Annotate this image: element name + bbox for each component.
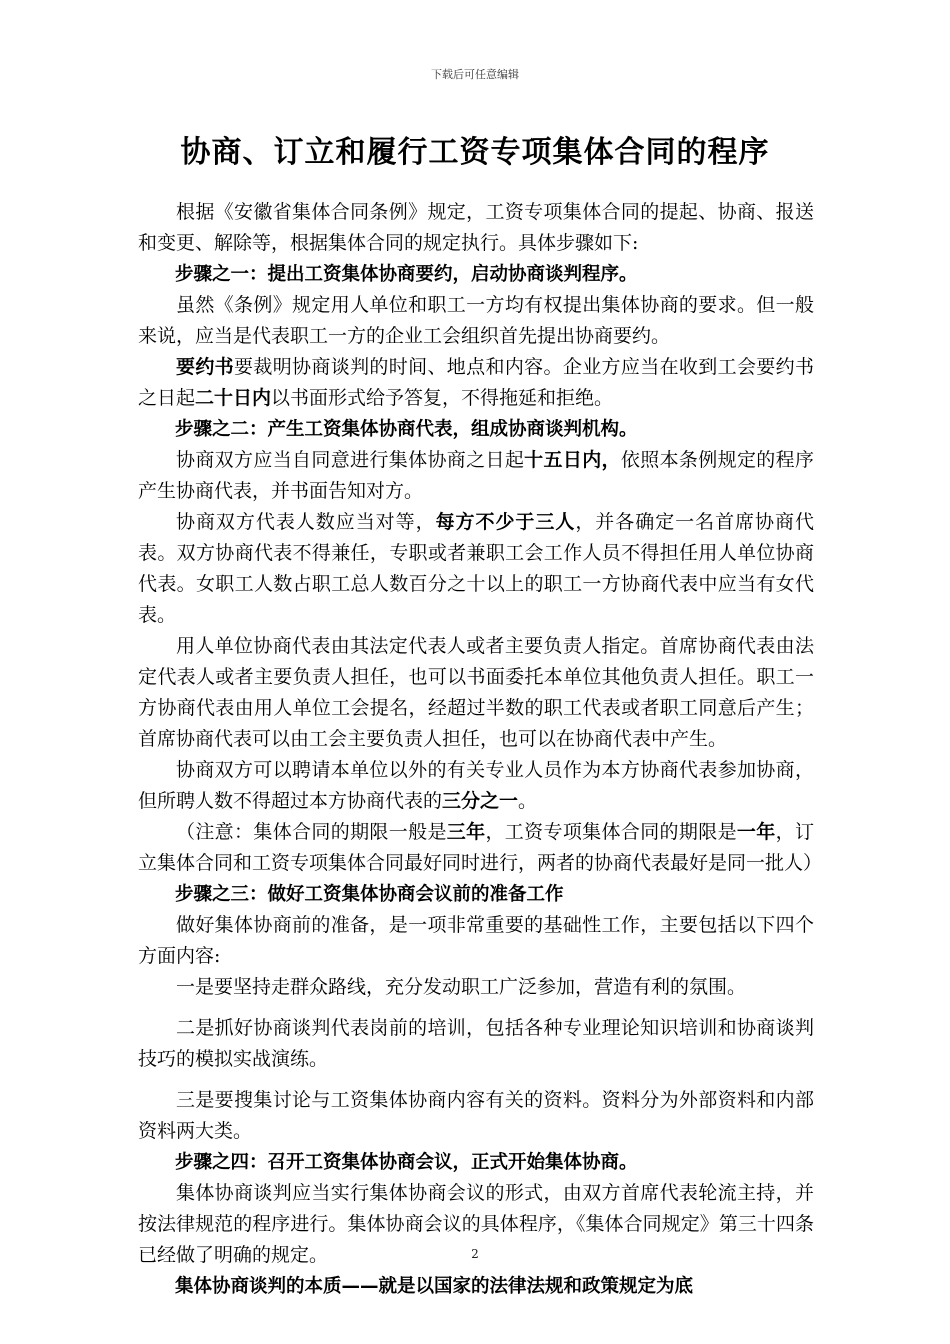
text: 协商双方应当自同意进行集体协商之日起	[176, 449, 525, 471]
text: ，订立集体合同和工资专项集体合同最好同时进行，两者的协商代表最好是同一批人）	[138, 821, 823, 874]
document-body	[138, 197, 823, 1302]
text: ，工资专项集体合同的期限是	[485, 821, 737, 843]
paragraph-2: 虽然《条例》规定用人单位和职工一方均有权提出集体协商的要求。但一般来说，应当是代表职工一方的企业工会组织首先提出协商要约。	[138, 294, 814, 347]
paragraph-3	[138, 352, 814, 414]
step-1-heading: 步骤之一：提出工资集体协商要约，启动协商谈判程序。	[175, 264, 638, 285]
paragraph-note	[138, 817, 823, 879]
paragraph-10: 一是要坚持走群众路线，充分发动职工广泛参加，营造有利的氛围。	[176, 976, 747, 998]
text: 以书面形式给予答复，不得拖延和拒绝。	[271, 387, 614, 409]
bold-text: 要约书	[176, 356, 235, 378]
step-4-heading: 步骤之四：召开工资集体协商会议，正式开始集体协商。	[175, 1152, 638, 1173]
bold-text: 三分之一	[442, 790, 519, 812]
text: 。	[518, 790, 538, 812]
bold-text: 二十日内	[195, 387, 272, 409]
step-3-heading: 步骤之三：做好工资集体协商会议前的准备工作	[175, 884, 564, 905]
text: ，并各确定一名首席协商代表。双方协商代表不得兼任，专职或者兼职工会工作人员不得担任用人单位协商代表。女职工人数占职工总人数百分之十以上的职工一方协商代表中应当有女代表。	[138, 511, 814, 626]
paragraph-intro: 根据《安徽省集体合同条例》规定，工资专项集体合同的提起、协商、报送和变更、解除等，根据集体合同的规定执行。具体步骤如下:	[138, 201, 814, 254]
paragraph-11: 二是抓好协商谈判代表岗前的培训，包括各种专业理论知识培训和协商谈判技巧的模拟实战演练。	[138, 1017, 814, 1070]
page-header: 下载后可任意编辑	[431, 68, 519, 81]
bold-text: 十五日内，	[524, 449, 621, 471]
paragraph-5	[138, 507, 814, 631]
paragraph-12: 三是要搜集讨论与工资集体协商内容有关的资料。资料分为外部资料和内部资料两大类。	[138, 1089, 814, 1142]
bold-text: 三年	[446, 821, 486, 843]
text: 依照本条例规定的程序产生协商代表，并书面告知对方。	[138, 449, 814, 502]
paragraph-14: 集体协商谈判的本质——就是以国家的法律法规和政策规定为底	[175, 1276, 694, 1297]
text: 协商双方代表人数应当对等，	[176, 511, 436, 533]
document-title: 协商、订立和履行工资专项集体合同的程序	[180, 135, 770, 170]
paragraph-6: 用人单位协商代表由其法定代表人或者主要负责人指定。首席协商代表由法定代表人或者主要负责人担任，也可以书面委托本单位其他负责人担任。职工一方协商代表由用人单位工会提名，经超过半数的职工代表或者职工同意后产生；首席协商代表可以由工会主要负责人担任，也可以在协商代表中产生。	[138, 635, 814, 750]
paragraph-4	[138, 445, 814, 507]
bold-text: 每方不少于三人	[435, 511, 576, 533]
text: 协商双方可以聘请本单位以外的有关专业人员作为本方协商代表参加协商，但所聘人数不得超过本方协商代表的	[138, 759, 814, 812]
paragraph-13: 集体协商谈判应当实行集体协商会议的形式，由双方首席代表轮流主持，并按法律规范的程序进行。集体协商会议的具体程序，《集体合同规定》第三十四条已经做了明确的规定。	[138, 1182, 814, 1266]
paragraph-7	[138, 755, 814, 817]
text: 要裁明协商谈判的时间、地点和内容。企业方应当在收到工会要约书之日起	[138, 356, 814, 409]
text: （注意：集体合同的期限一般是	[176, 821, 447, 843]
step-2-heading: 步骤之二：产生工资集体协商代表，组成协商谈判机构。	[175, 419, 638, 440]
bold-text: 一年	[736, 821, 776, 843]
page-number: 2	[471, 1247, 479, 1261]
paragraph-9: 做好集体协商前的准备，是一项非常重要的基础性工作，主要包括以下四个方面内容:	[138, 914, 814, 967]
